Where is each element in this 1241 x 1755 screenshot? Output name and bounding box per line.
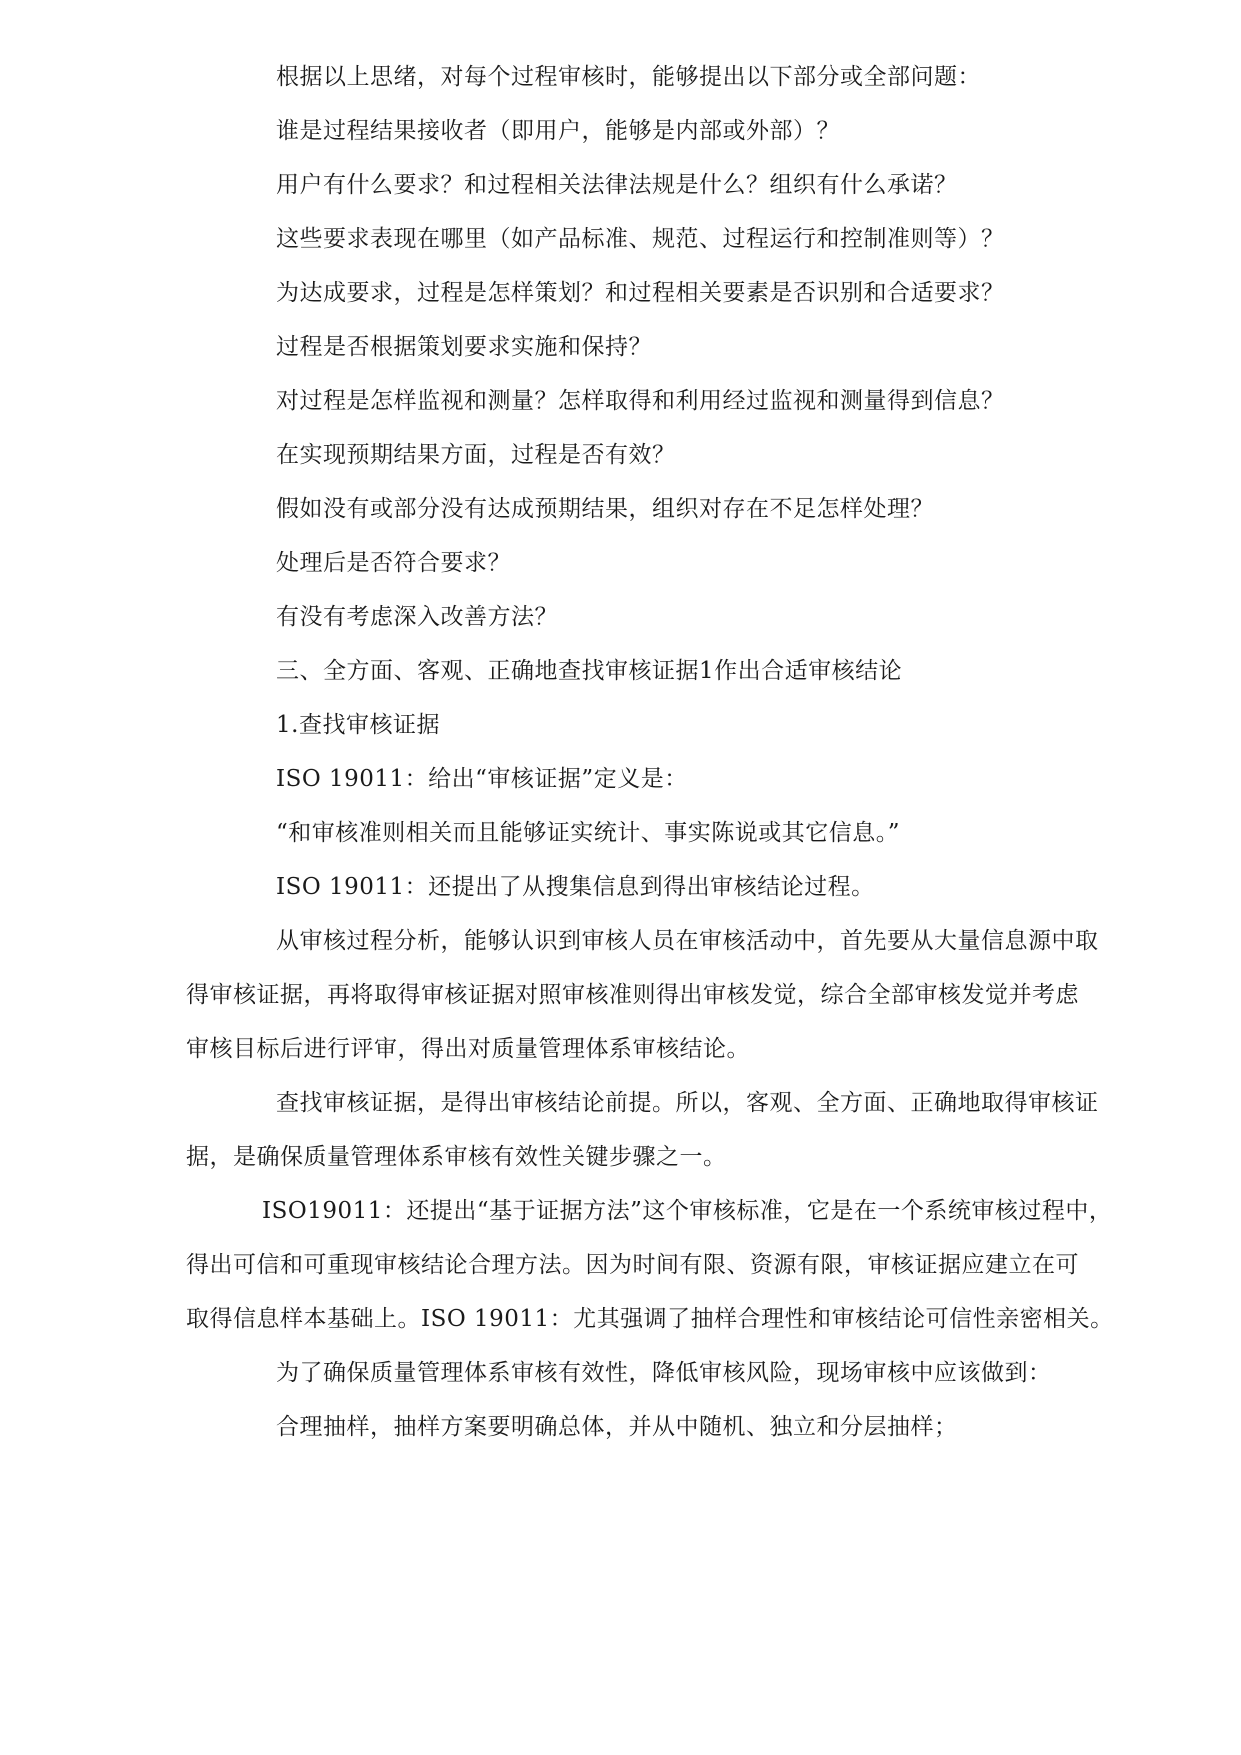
paragraph-line: ISO19011：还提出“基于证据方法”这个审核标准，它是在一个系统审核过程中， bbox=[262, 1198, 1113, 1224]
paragraph-line: 从审核过程分析，能够认识到审核人员在审核活动中，首先要从大量信息源中取 bbox=[276, 928, 1099, 954]
section-heading: 三、全方面、客观、正确地查找审核证据1作出合适审核结论 bbox=[276, 658, 903, 684]
paragraph-line: 据，是确保质量管理体系审核有效性关键步骤之一。 bbox=[186, 1144, 727, 1170]
subsection-heading: 1.查找审核证据 bbox=[276, 712, 440, 738]
paragraph-line: 查找审核证据，是得出审核结论前提。所以，客观、全方面、正确地取得审核证 bbox=[276, 1090, 1099, 1116]
paragraph-line: ISO 19011：还提出了从搜集信息到得出审核结论过程。 bbox=[276, 874, 875, 900]
question-line: 对过程是怎样监视和测量？怎样取得和利用经过监视和测量得到信息？ bbox=[276, 388, 1005, 414]
quote-line: “和审核准则相关而且能够证实统计、事实陈说或其它信息。” bbox=[276, 820, 901, 846]
question-line: 在实现预期结果方面，过程是否有效？ bbox=[276, 442, 676, 468]
paragraph-line: 为了确保质量管理体系审核有效性，降低审核风险，现场审核中应该做到： bbox=[276, 1360, 1052, 1386]
question-line: 用户有什么要求？和过程相关法律法规是什么？组织有什么承诺？ bbox=[276, 172, 958, 198]
question-line: 处理后是否符合要求？ bbox=[276, 550, 511, 576]
question-intro: 根据以上思绪，对每个过程审核时，能够提出以下部分或全部问题： bbox=[276, 64, 981, 90]
question-line: 有没有考虑深入改善方法？ bbox=[276, 604, 558, 630]
paragraph-line: 审核目标后进行评审，得出对质量管理体系审核结论。 bbox=[186, 1036, 750, 1062]
paragraph-line: 合理抽样，抽样方案要明确总体，并从中随机、独立和分层抽样； bbox=[276, 1414, 958, 1440]
paragraph-line: 得审核证据，再将取得审核证据对照审核准则得出审核发觉，综合全部审核发觉并考虑 bbox=[186, 982, 1079, 1008]
question-line: 假如没有或部分没有达成预期结果，组织对存在不足怎样处理？ bbox=[276, 496, 934, 522]
question-line: 为达成要求，过程是怎样策划？和过程相关要素是否识别和合适要求？ bbox=[276, 280, 1005, 306]
paragraph-line: 取得信息样本基础上。ISO 19011：尤其强调了抽样合理性和审核结论可信性亲密相关。 bbox=[186, 1306, 1114, 1332]
question-line: 过程是否根据策划要求实施和保持？ bbox=[276, 334, 652, 360]
paragraph-line: ISO 19011：给出“审核证据”定义是： bbox=[276, 766, 688, 792]
question-line: 这些要求表现在哪里（如产品标准、规范、过程运行和控制准则等）？ bbox=[276, 226, 1005, 252]
paragraph-line: 得出可信和可重现审核结论合理方法。因为时间有限、资源有限，审核证据应建立在可 bbox=[186, 1252, 1079, 1278]
question-line: 谁是过程结果接收者（即用户，能够是内部或外部）？ bbox=[276, 118, 840, 144]
